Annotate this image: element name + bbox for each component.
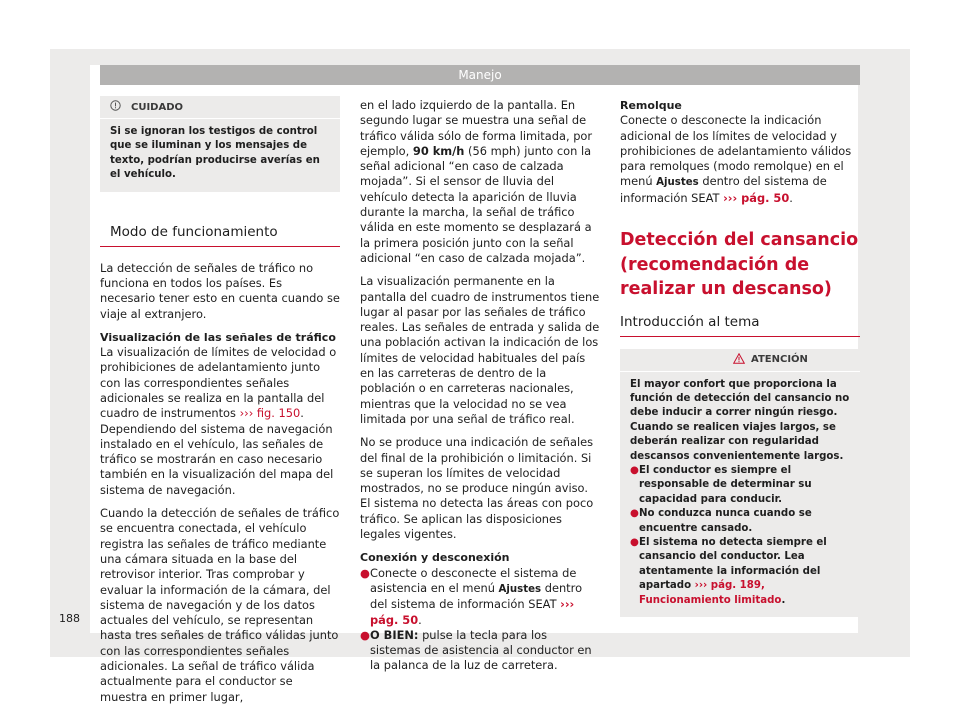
subheading: Visualización de las señales de tráfico bbox=[100, 330, 336, 344]
subheading: Remolque bbox=[620, 99, 682, 112]
attention-box bbox=[620, 349, 860, 618]
list-item-text bbox=[370, 566, 600, 628]
text-run: . Dependiendo del sistema de navegación instalado en el vehículo, las señales de tráfico se mostrarán en caso necesario también en la visualización del mapa del sistema de navegación. bbox=[100, 406, 334, 497]
text-run: . bbox=[781, 594, 786, 606]
bullet-icon: ● bbox=[630, 465, 639, 477]
paragraph bbox=[620, 113, 860, 206]
attention-list-item bbox=[630, 536, 850, 608]
figure-reference-link[interactable]: ››› fig. 150 bbox=[239, 406, 301, 421]
text-run: . bbox=[789, 190, 793, 205]
section-title-funcionamiento: Modo de funcionamiento bbox=[100, 224, 340, 247]
text-run: (56 mph) junto con la señal adicional “en caso de calzada mojada”. Si el sensor de lluvia del vehículo detecta la aparición de lluvia durante la marcha, la señal de tráfico válida en este momento se desplazará a la primera posición junto con la señal adicional “en caso de calzada mojada”. bbox=[360, 143, 592, 265]
text-run: La visualización de límites de velocidad o prohibiciones de adelantamiento junto con las correspondientes señales adicionales se realiza en la pantalla del cuadro de instrumentos bbox=[100, 345, 337, 421]
page-header: Manejo bbox=[100, 65, 860, 85]
column-middle bbox=[360, 98, 600, 674]
page-reference-link[interactable]: ››› pág. 189, Funcionamiento limitado bbox=[639, 580, 782, 606]
attention-body bbox=[620, 372, 860, 618]
paragraph bbox=[100, 345, 340, 498]
chapter-title: Detección del cansancio (recomendación de realizar un descanso) bbox=[620, 230, 859, 300]
page-number: 188 bbox=[59, 612, 80, 625]
list-item bbox=[360, 566, 600, 628]
text-run: Conecte o desconecte la indicación adicional de los límites de velocidad y prohibiciones de adelantamiento válidos para remolques (modo remolque) en el menú bbox=[620, 113, 852, 189]
list-item-text bbox=[370, 628, 600, 674]
paragraph: No se produce una indicación de señales del final de la prohibición o limitación. Si se superan los límites de velocidad mostrados, no se produce ningún aviso. El sistema no detecta las áreas con poco tráfico. Se aplican las disposiciones legales vigentes. bbox=[360, 435, 594, 542]
menu-name: Ajustes bbox=[498, 583, 542, 595]
text-run-bold: O BIEN: bbox=[370, 627, 419, 642]
caution-icon bbox=[110, 100, 121, 114]
bullet-icon: ● bbox=[630, 508, 639, 520]
bullet-icon: ● bbox=[360, 565, 370, 580]
text-run: dentro del sistema de información SEAT bbox=[370, 580, 583, 612]
attention-box-header bbox=[620, 349, 860, 372]
text-run: dentro del sistema de información SEAT bbox=[620, 174, 827, 205]
bullet-icon: ● bbox=[630, 537, 639, 549]
attention-item-text: No conduzca nunca cuando se encuentre cansado. bbox=[639, 508, 812, 534]
page-reference-link[interactable]: ››› pág. 50 bbox=[370, 597, 575, 627]
attention-list-item bbox=[630, 464, 850, 507]
paragraph: La visualización permanente en la pantalla del cuadro de instrumentos tiene lugar al pasar por las señales de tráfico reales. Las señales de entrada y salida de una población activan la indicación de los límites de velocidad habituales del país en las carreteras de dentro de la población o en carreteras nacionales, mientras que la velocidad no se vea limitada por una señal de tráfico real. bbox=[360, 274, 600, 426]
column-right bbox=[620, 98, 860, 617]
text-run: . bbox=[418, 612, 422, 627]
warning-triangle-icon bbox=[733, 353, 745, 367]
caution-box bbox=[100, 96, 340, 192]
caution-title: CUIDADO bbox=[131, 101, 184, 113]
section-title-introduccion: Introducción al tema bbox=[620, 314, 860, 337]
attention-intro: El mayor confort que proporciona la función de detección del cansancio no debe inducir a correr ningún riesgo. Cuando se realicen viajes largos, se deberán realizar con regularidad descansos convenientemente largos. bbox=[630, 378, 850, 462]
text-run: pulse la tecla para los sistemas de asistencia al conductor en la palanca de la luz de carretera. bbox=[370, 627, 592, 673]
caution-box-header bbox=[100, 96, 340, 119]
page-reference-link[interactable]: ››› pág. 50 bbox=[723, 190, 790, 205]
attention-item-text bbox=[639, 536, 850, 608]
text-run: El sistema no detecta siempre el cansancio del conductor. Lea atentamente la información del apartado bbox=[639, 537, 827, 592]
text-run: Conecte o desconecte el sistema de asistencia en el menú bbox=[370, 565, 577, 595]
menu-name: Ajustes bbox=[656, 177, 699, 189]
list-item bbox=[360, 628, 600, 674]
speed-value: 90 km/h bbox=[412, 143, 465, 158]
subheading: Conexión y desconexión bbox=[360, 551, 510, 565]
bullet-icon: ● bbox=[360, 627, 370, 642]
column-left bbox=[100, 96, 340, 705]
caution-text: Si se ignoran los testigos de control que se iluminan y los mensajes de texto, podrían producirse averías en el vehículo. bbox=[110, 126, 320, 181]
paragraph: Cuando la detección de señales de tráfico se encuentra conectada, el vehículo registra las señales de tráfico mediante una cámara situada en la base del retrovisor interior. Tras comprobar y evaluar la información de la cámara, del sistema de navegación y de los datos actuales del vehículo, se representan hasta tres señales de tráfico válidas junto con las correspondientes señales adicionales. La señal de tráfico válida actualmente para el conductor se muestra en primer lugar, bbox=[100, 506, 340, 704]
attention-item-text: El conductor es siempre el responsable de determinar su capacidad para conducir. bbox=[639, 465, 812, 505]
paragraph bbox=[360, 98, 600, 266]
attention-list-item bbox=[630, 507, 850, 536]
attention-title: ATENCIÓN bbox=[751, 354, 808, 366]
paragraph: La detección de señales de tráfico no funciona en todos los países. Es necesario tener esto en cuenta cuando se viaje al extranjero. bbox=[100, 260, 340, 321]
text-run: en el lado izquierdo de la pantalla. En segundo lugar se muestra una señal de tráfico válida sólo de forma limitada, por ejemplo, bbox=[360, 98, 593, 158]
